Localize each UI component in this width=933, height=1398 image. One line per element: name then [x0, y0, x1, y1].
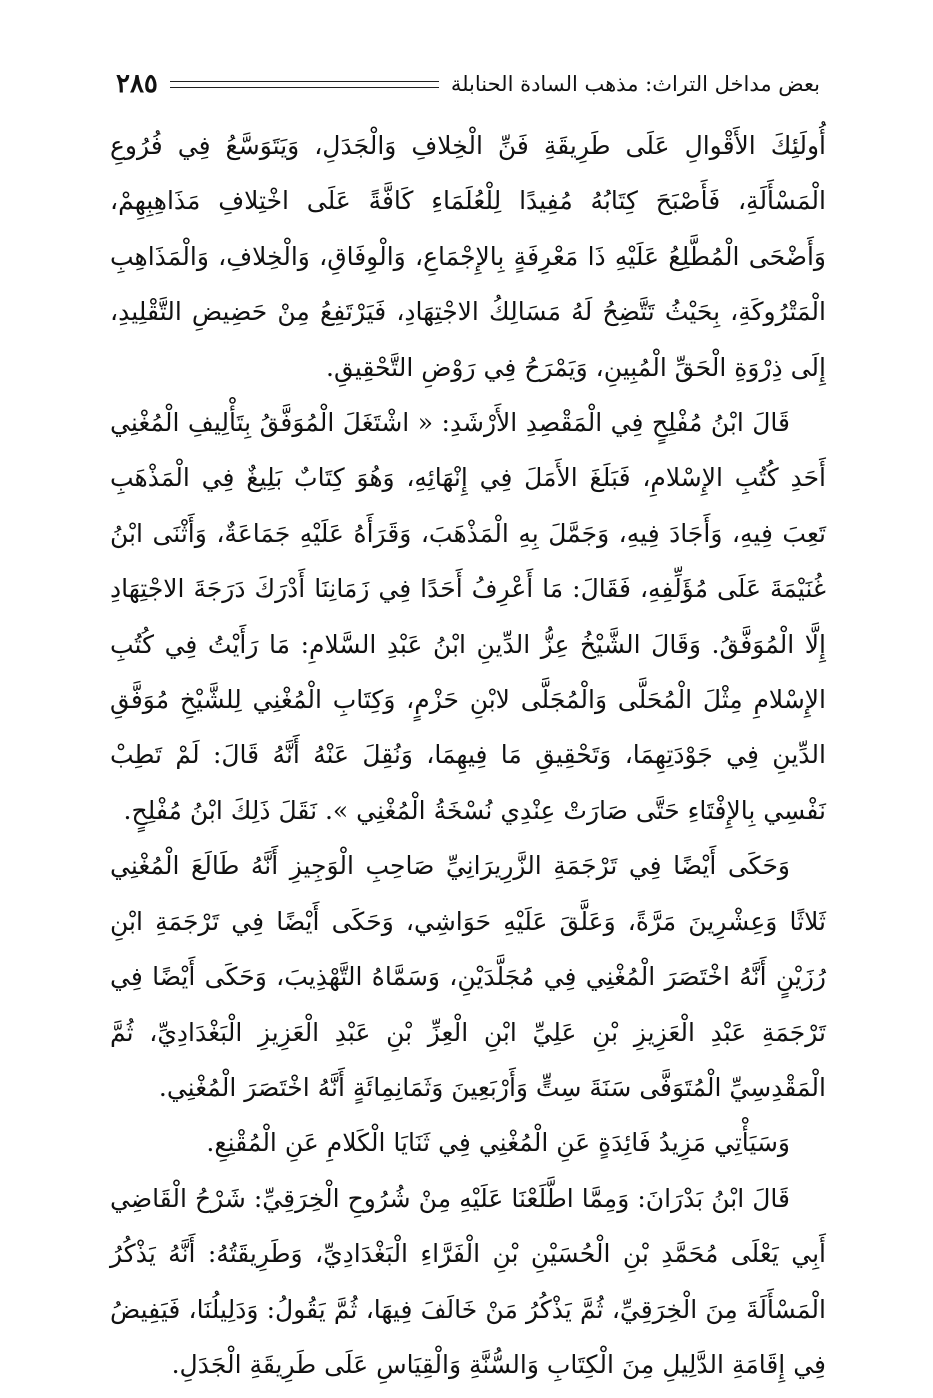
paragraph-zariranii: وَحَكَى أَيْضًا فِي تَرْجَمَةِ الزَّرِيرَانِيِّ صَاحِبِ الْوَجِيزِ أَنَّهُ طَالَعَ الْمُغْنِي ثَلاثًا وَعِشْرِينَ مَرَّةً، وَعَلَّقَ عَلَيْهِ حَوَاشِي، وَحَكَى أَيْضًا فِي تَرْجَمَةِ ابْنِ رُزَيْنٍ أَنَّهُ اخْتَصَرَ الْمُغْنِي فِي مُجَلَّدَيْنِ، وَسَمَّاهُ التَّهْذِيبَ، وَحَكَى أَيْضًا فِي تَرْجَمَةِ عَبْدِ الْعَزِيزِ بْنِ عَلِيِّ ابْنِ الْعِزِّ بْنِ عَبْدِ الْعَزِيزِ الْبَغْدَادِيِّ، ثُمَّ الْمَقْدِسِيِّ الْمُتَوَفَّى سَنَةَ سِتٍّ وَأَرْبَعِينَ وَثَمَانِمِائَةٍ أَنَّهُ اخْتَصَرَ الْمُغْنِي.: [110, 851, 826, 1102]
page-number: ٢٨٥: [116, 69, 158, 99]
header-rule: [170, 81, 439, 88]
paragraph-continuation: أُولَئِكَ الأَقْوالِ عَلَى طَرِيقَةِ فَنِّ الْخِلافِ وَالْجَدَلِ، وَيَتَوَسَّعُ فِي فُرُوعِ الْمَسْأَلَةِ، فَأَصْبَحَ كِتَابُهُ مُفِيدًا لِلْعُلَمَاءِ كَافَّةً عَلَى اخْتِلافِ مَذَاهِبِهِمْ، وَأَضْحَى الْمُطَّلِعُ عَلَيْهِ ذَا مَعْرِفَةٍ بِالإِجْمَاعِ، وَالْوِفَاقِ، وَالْخِلافِ، وَالْمَذَاهِبِ الْمَتْرُوكَةِ، بِحَيْثُ تَتَّضِحُ لَهُ مَسَالِكُ الاجْتِهَادِ، فَيَرْتَفِعُ مِنْ حَضِيضِ التَّقْلِيدِ، إِلَى ذِرْوَةِ الْحَقِّ الْمُبِينِ، وَيَمْرَحُ فِي رَوْضِ التَّحْقِيقِ.: [110, 131, 826, 382]
paragraph-ibn-muflih-quote: قَالَ ابْنُ مُفْلِحٍ فِي الْمَقْصِدِ الأَرْشَدِ: « اشْتَغَلَ الْمُوَفَّقُ بِتَأْلِيفِ الْمُغْنِي أَحَدِ كُتُبِ الإِسْلامِ، فَبَلَغَ الأَمَلَ فِي إِنْهَائِهِ، وَهُوَ كِتَابٌ بَلِيغٌ فِي الْمَذْهَبِ تَعِبَ فِيهِ، وَأَجَادَ فِيهِ، وَجَمَّلَ بِهِ الْمَذْهَبَ، وَقَرَأَهُ عَلَيْهِ جَمَاعَةٌ، وَأَثْنَى ابْنُ غُنَيْمَةَ عَلَى مُؤَلِّفِهِ، فَقَالَ: مَا أَعْرِفُ أَحَدًا فِي زَمَانِنَا أَدْرَكَ دَرَجَةَ الاجْتِهَادِ إِلَّا الْمُوَفَّقُ. وَقَالَ الشَّيْخُ عِزُّ الدِّينِ ابْنُ عَبْدِ السَّلامِ: مَا رَأَيْتُ فِي كُتُبِ الإِسْلامِ مِثْلَ الْمُحَلَّى وَالْمُجَلَّى لابْنِ حَزْمٍ، وَكِتَابِ الْمُغْنِي لِلشَّيْخِ مُوَفَّقِ الدِّينِ فِي جَوْدَتِهِمَا، وَتَحْقِيقِ مَا فِيهِمَا، وَنُقِلَ عَنْهُ أَنَّهُ قَالَ: لَمْ تَطِبْ نَفْسِي بِالإِفْتَاءِ حَتَّى صَارَتْ عِنْدِي نُسْخَةُ الْمُغْنِي ». نَقَلَ ذَلِكَ ابْنُ مُفْلِحٍ.: [110, 408, 826, 825]
body-text: [110, 118, 826, 1392]
paragraph-ibn-badran: قَالَ ابْنُ بَدْرَانَ: وَمِمَّا اطَّلَعْنَا عَلَيْهِ مِنْ شُرُوحِ الْخِرَقِيِّ: شَرْحُ الْقَاضِي أَبِي يَعْلَى مُحَمَّدِ بْنِ الْحُسَيْنِ بْنِ الْفَرَّاءِ الْبَغْدَادِيِّ، وَطَرِيقَتُهُ: أَنَّهُ يَذْكُرُ الْمَسْأَلَةَ مِنَ الْخِرَقِيِّ، ثُمَّ يَذْكُرُ مَنْ خَالَفَ فِيهَا، ثُمَّ يَقُولُ: وَدَلِيلُنَا، فَيَفِيضُ فِي إِقَامَةِ الدَّلِيلِ مِنَ الْكِتَابِ وَالسُّنَّةِ وَالْقِيَاسِ عَلَى طَرِيقَةِ الْجَدَلِ.: [110, 1183, 826, 1379]
page-header: [116, 64, 820, 104]
running-title: بعض مداخل التراث: مذهب السادة الحنابلة: [450, 72, 820, 96]
paragraph-muqni-note: وَسَيَأْتِي مَزِيدُ فَائِدَةٍ عَنِ الْمُغْنِي فِي ثَنَايَا الْكَلامِ عَنِ الْمُقْنِعِ.: [206, 1128, 790, 1158]
